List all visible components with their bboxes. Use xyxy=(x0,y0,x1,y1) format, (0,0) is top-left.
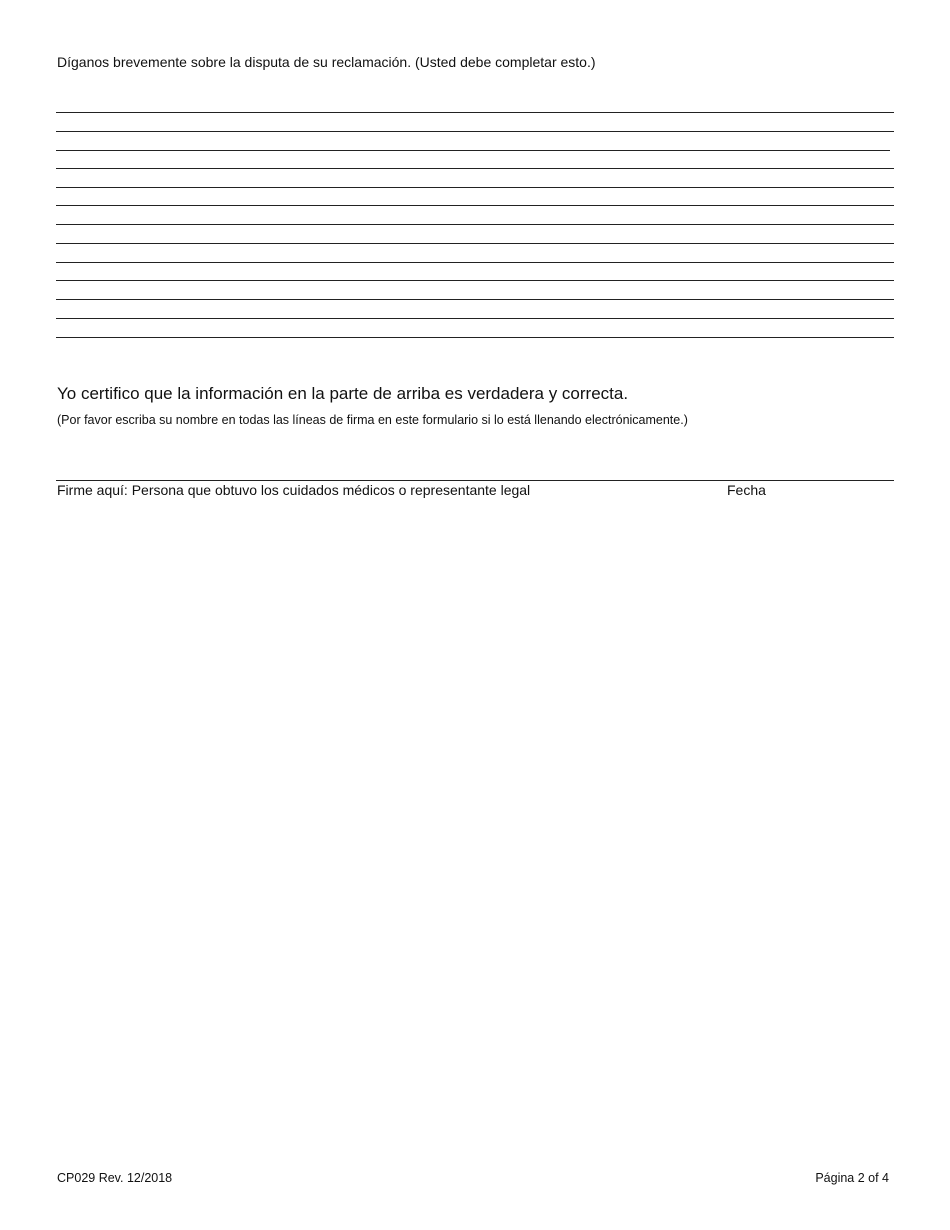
answer-line[interactable] xyxy=(56,337,894,338)
answer-line[interactable] xyxy=(56,150,890,151)
page-number: Página 2 of 4 xyxy=(815,1171,889,1185)
answer-line[interactable] xyxy=(56,243,894,244)
answer-line[interactable] xyxy=(56,280,894,281)
answer-line[interactable] xyxy=(56,131,894,132)
answer-line[interactable] xyxy=(56,168,894,169)
certification-instruction: (Por favor escriba su nombre en todas las líneas de firma en este formulario si lo está llenando electrónicamente.) xyxy=(57,413,688,427)
answer-line[interactable] xyxy=(56,187,894,188)
dispute-answer-area[interactable] xyxy=(56,112,894,342)
certification-statement: Yo certifico que la información en la parte de arriba es verdadera y correcta. xyxy=(57,384,629,403)
answer-line[interactable] xyxy=(56,318,894,319)
answer-line[interactable] xyxy=(56,224,894,225)
form-id: CP029 Rev. 12/2018 xyxy=(57,1171,173,1185)
date-label: Fecha xyxy=(727,482,766,498)
dispute-prompt: Díganos brevemente sobre la disputa de su reclamación. (Usted debe completar esto.) xyxy=(57,54,596,70)
answer-line[interactable] xyxy=(56,299,894,300)
answer-line[interactable] xyxy=(56,112,894,113)
answer-line[interactable] xyxy=(56,262,894,263)
signature-label: Firme aquí: Persona que obtuvo los cuidados médicos o representante legal xyxy=(57,482,531,498)
answer-line[interactable] xyxy=(56,205,894,206)
